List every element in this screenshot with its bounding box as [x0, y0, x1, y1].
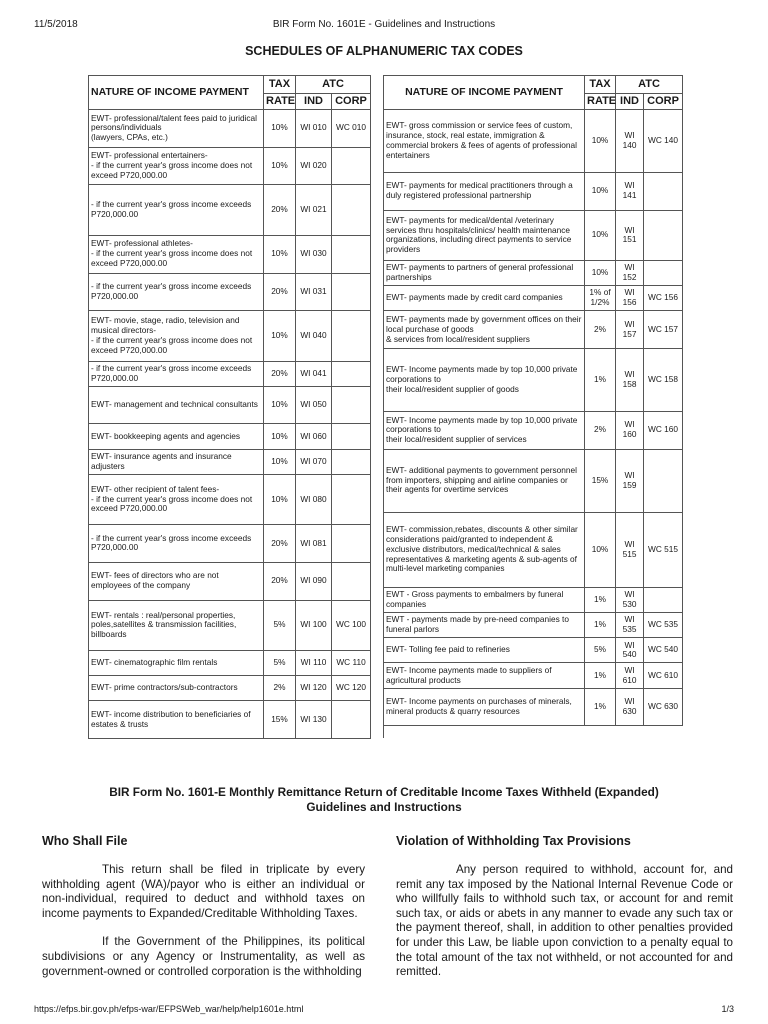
- who-shall-file-paragraph-1: This return shall be filed in triplicate by every withholding agent (WA)/payor who is either an individual or non-individual, required to deduct and withhold taxes on income payments to Expanded/Creditable Withholding Taxes.: [42, 863, 365, 920]
- left-corp-cell: [332, 361, 371, 386]
- form-title-line1: BIR Form No. 1601-E Monthly Remittance Return of Creditable Income Taxes Withheld (Expanded): [109, 785, 659, 799]
- who-shall-file-heading: Who Shall File: [42, 834, 128, 848]
- left-nature-cell: EWT- prime contractors/sub-contractors: [89, 676, 264, 701]
- left-rate-cell: 10%: [264, 311, 296, 361]
- left-corp-cell: [332, 273, 371, 311]
- right-rate-cell: 2%: [585, 411, 616, 449]
- right-nature-cell: EWT - Gross payments to embalmers by funeral companies: [384, 587, 585, 612]
- left-nature-cell: EWT- management and technical consultants: [89, 386, 264, 424]
- right-atc-header: ATC: [616, 76, 683, 94]
- left-nature-cell: EWT- professional athletes- - if the current year's gross income does not exceed P720,000.00: [89, 235, 264, 273]
- left-rate-cell: 5%: [264, 600, 296, 650]
- who-shall-file-paragraph-2: If the Government of the Philippines, its political subdivisions or any Agency or Instrumentality, as well as government-owned or controlled corporation is the withholding: [42, 935, 365, 978]
- left-ind-cell: WI 130: [296, 701, 332, 739]
- left-rate-cell: 10%: [264, 386, 296, 424]
- left-tax-header: TAX: [264, 76, 296, 94]
- right-ind-cell: WI 159: [616, 449, 644, 512]
- left-ind-cell: WI 120: [296, 676, 332, 701]
- right-rate-cell: 10%: [585, 512, 616, 587]
- form-title: [90, 785, 678, 815]
- left-rate-cell: 10%: [264, 147, 296, 185]
- left-ind-cell: WI 090: [296, 562, 332, 600]
- left-corp-cell: [332, 474, 371, 524]
- left-corp-cell: WC 100: [332, 600, 371, 650]
- left-corp-cell: [332, 525, 371, 563]
- left-ind-cell: WI 020: [296, 147, 332, 185]
- left-rate-cell: 15%: [264, 701, 296, 739]
- page-url: https://efps.bir.gov.ph/efps-war/EFPSWeb_war/help/help1601e.html: [34, 1004, 304, 1014]
- left-rate-cell: 10%: [264, 110, 296, 148]
- right-corp-cell: [644, 172, 683, 210]
- left-rate-cell: 5%: [264, 650, 296, 675]
- left-nature-cell: EWT- rentals : real/personal properties, poles,satellites & transmission facilities, billboards: [89, 600, 264, 650]
- tax-code-schedule: [88, 75, 682, 738]
- print-date: 11/5/2018: [34, 19, 78, 30]
- left-corp-cell: [332, 147, 371, 185]
- right-nature-cell: EWT- payments made by credit card companies: [384, 286, 585, 311]
- form-title-line2: Guidelines and Instructions: [306, 800, 462, 814]
- left-corp-header: CORP: [332, 94, 371, 110]
- right-nature-header: NATURE OF INCOME PAYMENT: [384, 76, 585, 110]
- right-ind-cell: WI 151: [616, 210, 644, 260]
- right-rate-cell: 1%: [585, 348, 616, 411]
- right-rate-cell: 1%: [585, 688, 616, 726]
- right-corp-cell: [644, 260, 683, 285]
- page-header: [0, 19, 768, 33]
- left-rate-cell: 20%: [264, 273, 296, 311]
- violation-paragraph-1: Any person required to withhold, account for, and remit any tax imposed by the National Internal Revenue Code or who willfully fails to withhold such tax, or account for and remit such tax, or aids or abets in any manner to evade any such tax or the payment thereof, shall, in addition to other penalties provided for under this Law, be liable upon conviction to a penalty equal to the total amount of the tax not withheld, or not accounted for and remitted.: [396, 863, 733, 979]
- left-ind-cell: WI 081: [296, 525, 332, 563]
- right-ind-cell: WI 535: [616, 613, 644, 638]
- right-corp-cell: WC 540: [644, 638, 683, 663]
- right-ind-cell: WI 152: [616, 260, 644, 285]
- left-corp-cell: [332, 386, 371, 424]
- right-corp-cell: [644, 449, 683, 512]
- right-ind-cell: WI 610: [616, 663, 644, 688]
- right-nature-cell: EWT- Income payments made by top 10,000 private corporations to their local/resident supplier of goods: [384, 348, 585, 411]
- left-ind-cell: WI 060: [296, 424, 332, 449]
- left-nature-cell: - if the current year's gross income exceeds P720,000.00: [89, 273, 264, 311]
- right-rate-cell: 10%: [585, 110, 616, 173]
- left-corp-cell: [332, 185, 371, 235]
- left-ind-cell: WI 100: [296, 600, 332, 650]
- left-rate-cell: 20%: [264, 361, 296, 386]
- left-corp-cell: [332, 701, 371, 739]
- right-nature-cell: EWT- payments to partners of general professional partnerships: [384, 260, 585, 285]
- left-corp-cell: [332, 449, 371, 474]
- right-rate-cell: 15%: [585, 449, 616, 512]
- left-corp-cell: [332, 562, 371, 600]
- left-ind-cell: WI 031: [296, 273, 332, 311]
- right-ind-cell: WI 141: [616, 172, 644, 210]
- right-rate-cell: 2%: [585, 311, 616, 349]
- left-atc-header: ATC: [296, 76, 371, 94]
- right-corp-cell: WC 160: [644, 411, 683, 449]
- right-rate-cell: 10%: [585, 172, 616, 210]
- right-ind-cell: WI 157: [616, 311, 644, 349]
- right-corp-cell: WC 515: [644, 512, 683, 587]
- right-nature-cell: EWT- Income payments made by top 10,000 private corporations to their local/resident supplier of services: [384, 411, 585, 449]
- left-rate-cell: 10%: [264, 235, 296, 273]
- right-nature-cell: EWT- Income payments made to suppliers of agricultural products: [384, 663, 585, 688]
- right-ind-cell: WI 515: [616, 512, 644, 587]
- left-ind-cell: WI 030: [296, 235, 332, 273]
- left-ind-header: IND: [296, 94, 332, 110]
- left-corp-cell: WC 110: [332, 650, 371, 675]
- page-number: 1/3: [721, 1004, 734, 1014]
- right-corp-cell: WC 535: [644, 613, 683, 638]
- left-corp-cell: [332, 235, 371, 273]
- left-nature-cell: EWT- professional entertainers- - if the current year's gross income does not exceed P720,000.00: [89, 147, 264, 185]
- right-nature-cell: EWT- payments for medical practitioners through a duly registered professional partnership: [384, 172, 585, 210]
- table-row: [89, 311, 683, 324]
- right-rate-header: RATE: [585, 94, 616, 110]
- right-nature-cell: EWT- commission,rebates, discounts & other similar considerations paid/granted to independent & exclusive distributors, medical/technical & sales representatives & marketing agents & sub-agents of multi-level marketing companies: [384, 512, 585, 587]
- left-ind-cell: WI 041: [296, 361, 332, 386]
- right-rate-cell: 1%: [585, 663, 616, 688]
- header-gap: [371, 76, 384, 110]
- left-nature-cell: - if the current year's gross income exceeds P720,000.00: [89, 525, 264, 563]
- right-rate-cell: 1% of 1/2%: [585, 286, 616, 311]
- left-nature-cell: EWT- other recipient of talent fees- - if the current year's gross income does not exceed P720,000.00: [89, 474, 264, 524]
- right-nature-cell: EWT- Income payments on purchases of minerals, mineral products & quarry resources: [384, 688, 585, 726]
- right-nature-cell: EWT- payments made by government offices on their local purchase of goods & services from local/resident suppliers: [384, 311, 585, 349]
- left-rate-cell: 20%: [264, 562, 296, 600]
- left-nature-header: NATURE OF INCOME PAYMENT: [89, 76, 264, 110]
- left-nature-cell: - if the current year's gross income exceeds P720,000.00: [89, 361, 264, 386]
- right-ind-cell: WI 540: [616, 638, 644, 663]
- left-rate-header: RATE: [264, 94, 296, 110]
- left-corp-cell: WC 120: [332, 676, 371, 701]
- left-nature-cell: EWT- insurance agents and insurance adjusters: [89, 449, 264, 474]
- left-ind-cell: WI 021: [296, 185, 332, 235]
- left-nature-cell: EWT- movie, stage, radio, television and musical directors- - if the current year's gross income does not exceed P720,000.00: [89, 311, 264, 361]
- violation-heading: Violation of Withholding Tax Provisions: [396, 834, 631, 848]
- left-ind-cell: WI 050: [296, 386, 332, 424]
- left-ind-cell: WI 010: [296, 110, 332, 148]
- table-row: [89, 449, 683, 462]
- right-corp-cell: WC 156: [644, 286, 683, 311]
- right-ind-cell: WI 160: [616, 411, 644, 449]
- right-tax-header: TAX: [585, 76, 616, 94]
- right-ind-cell: WI 140: [616, 110, 644, 173]
- right-rate-cell: 1%: [585, 613, 616, 638]
- right-rate-cell: 10%: [585, 210, 616, 260]
- right-nature-cell: EWT- Tolling fee paid to refineries: [384, 638, 585, 663]
- right-corp-header: CORP: [644, 94, 683, 110]
- left-rate-cell: 10%: [264, 474, 296, 524]
- left-ind-cell: WI 080: [296, 474, 332, 524]
- right-corp-cell: WC 610: [644, 663, 683, 688]
- violation-section: [396, 834, 733, 980]
- left-nature-cell: EWT- cinematographic film rentals: [89, 650, 264, 675]
- right-ind-cell: WI 158: [616, 348, 644, 411]
- left-rate-cell: 10%: [264, 449, 296, 474]
- right-rate-cell: 1%: [585, 587, 616, 612]
- left-nature-cell: - if the current year's gross income exceeds P720,000.00: [89, 185, 264, 235]
- left-ind-cell: WI 070: [296, 449, 332, 474]
- right-ind-cell: WI 156: [616, 286, 644, 311]
- left-rate-cell: 2%: [264, 676, 296, 701]
- right-corp-cell: [644, 587, 683, 612]
- left-rate-cell: 20%: [264, 185, 296, 235]
- column-gap: [371, 110, 384, 739]
- right-corp-cell: WC 158: [644, 348, 683, 411]
- table-row: [89, 110, 683, 123]
- right-corp-cell: WC 630: [644, 688, 683, 726]
- right-rate-cell: 10%: [585, 260, 616, 285]
- page-header-title: BIR Form No. 1601E - Guidelines and Instructions: [272, 19, 496, 30]
- left-nature-cell: EWT- income distribution to beneficiaries of estates & trusts: [89, 701, 264, 739]
- right-corp-cell: WC 157: [644, 311, 683, 349]
- right-ind-cell: WI 630: [616, 688, 644, 726]
- schedule-table: [88, 75, 683, 739]
- left-nature-cell: EWT- fees of directors who are not employees of the company: [89, 562, 264, 600]
- header-row-1: [89, 76, 683, 94]
- left-corp-cell: WC 010: [332, 110, 371, 148]
- left-corp-cell: [332, 311, 371, 361]
- right-nature-cell: EWT- additional payments to government personnel from importers, shipping and airline companies or their agents for overtime services: [384, 449, 585, 512]
- page-footer: [0, 1004, 768, 1016]
- left-nature-cell: EWT- bookkeeping agents and agencies: [89, 424, 264, 449]
- who-shall-file-section: [42, 834, 365, 979]
- right-corp-cell: WC 140: [644, 110, 683, 173]
- right-ind-header: IND: [616, 94, 644, 110]
- right-nature-cell: EWT - payments made by pre-need companies to funeral parlors: [384, 613, 585, 638]
- left-ind-cell: WI 040: [296, 311, 332, 361]
- right-corp-cell: [644, 210, 683, 260]
- right-nature-cell: EWT- payments for medical/dental /veterinary services thru hospitals/clinics/ health maintenance organizations, including direct payments to service providers: [384, 210, 585, 260]
- schedule-title: SCHEDULES OF ALPHANUMERIC TAX CODES: [245, 44, 523, 58]
- left-corp-cell: [332, 424, 371, 449]
- left-rate-cell: 10%: [264, 424, 296, 449]
- left-rate-cell: 20%: [264, 525, 296, 563]
- right-ind-cell: WI 530: [616, 587, 644, 612]
- right-nature-cell: EWT- gross commission or service fees of custom, insurance, stock, real estate, immigration & commercial brokers & fees of agents of professional entertainers: [384, 110, 585, 173]
- left-nature-cell: EWT- professional/talent fees paid to juridical persons/individuals (lawyers, CPAs, etc.): [89, 110, 264, 148]
- right-rate-cell: 5%: [585, 638, 616, 663]
- left-ind-cell: WI 110: [296, 650, 332, 675]
